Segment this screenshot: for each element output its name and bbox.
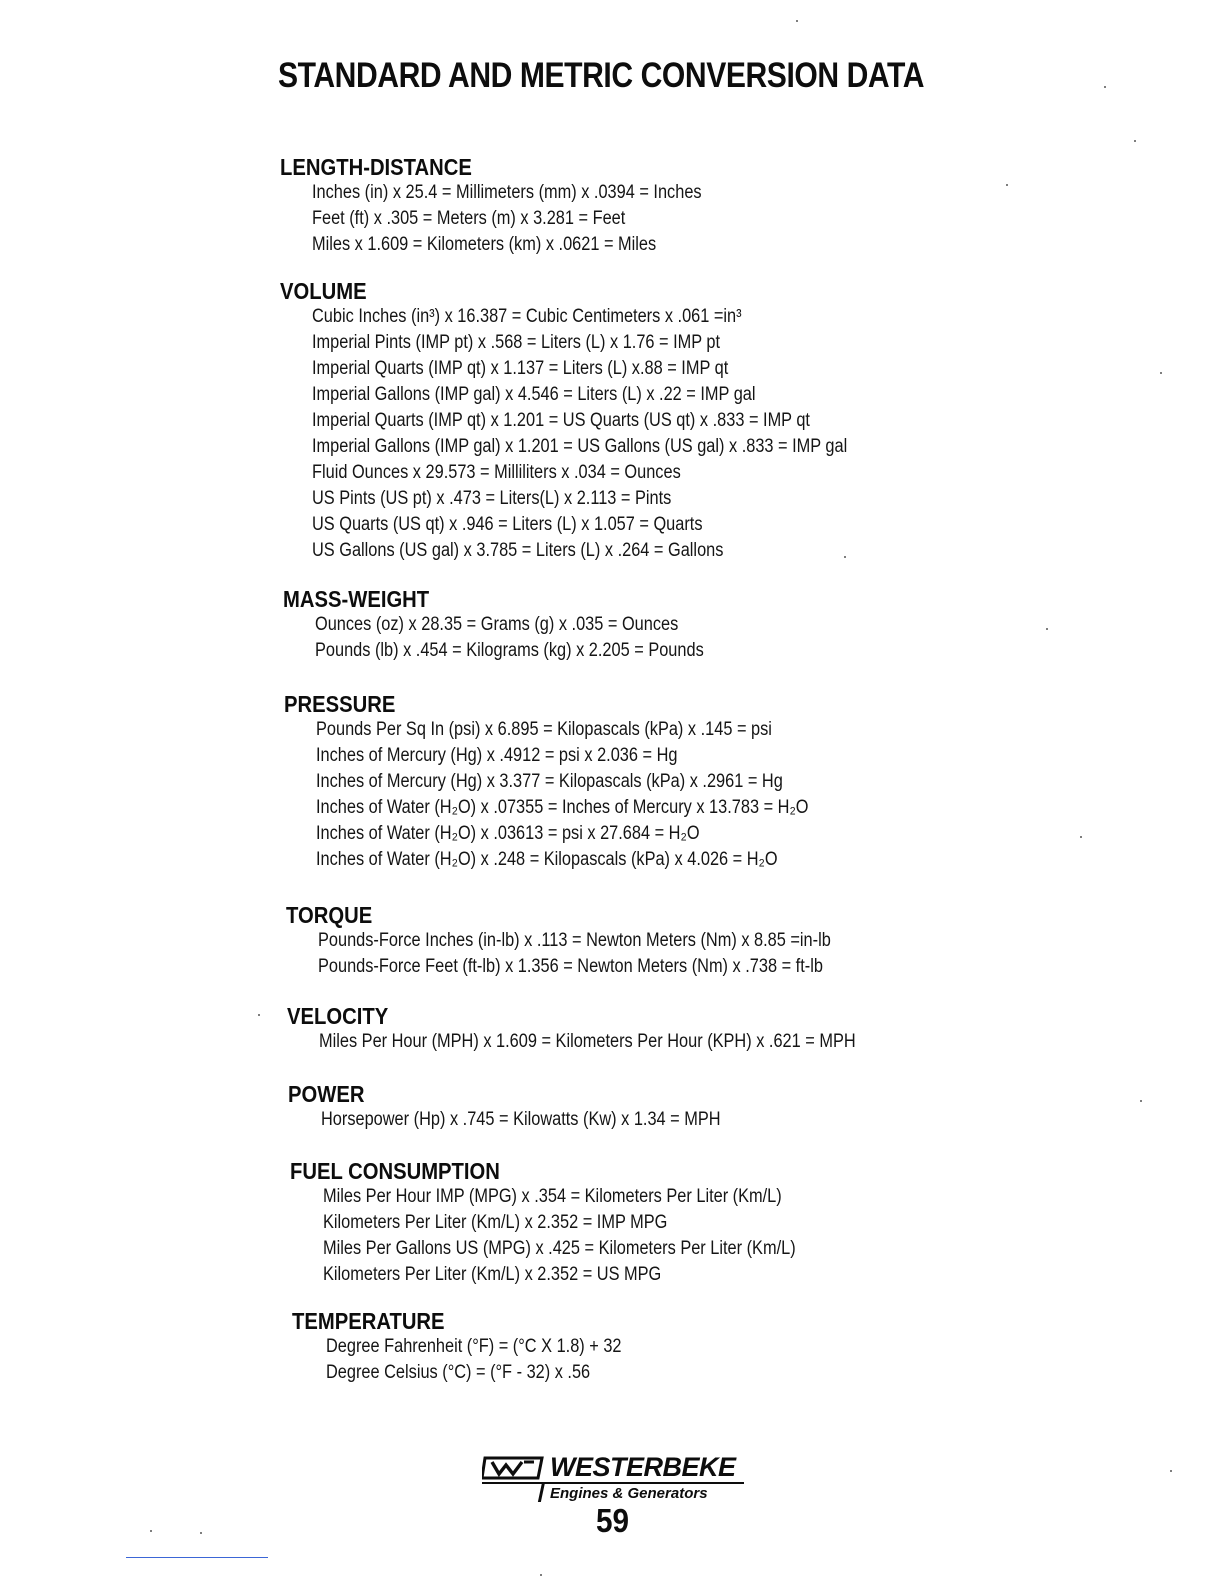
westerbeke-w-logo-icon <box>482 1454 546 1480</box>
conversion-list <box>312 304 934 564</box>
conversion-list <box>316 717 889 873</box>
scan-speck <box>1046 628 1048 630</box>
page-title: STANDARD AND METRIC CONVERSION DATA <box>278 56 925 95</box>
section-power <box>288 1081 786 1133</box>
conversion-line: Inches of Mercury (Hg) x 3.377 = Kilopascals (kPa) x .2961 = Hg <box>316 771 783 792</box>
conversion-line: US Quarts (US qt) x .946 = Liters (L) x 1.057 = Quarts <box>312 514 703 535</box>
conversion-line: Inches of Water (H₂O) x .03613 = psi x 27.684 = H₂O <box>316 823 700 844</box>
brand-tagline: Engines & Generators <box>550 1485 708 1502</box>
westerbeke-logo <box>482 1452 752 1504</box>
scan-speck <box>796 20 798 22</box>
conversion-list <box>318 928 914 980</box>
section-torque <box>286 902 914 980</box>
section-fuel-consumption <box>290 1158 873 1288</box>
scan-speck <box>200 1532 202 1534</box>
scan-speck <box>1170 1470 1172 1472</box>
conversion-list <box>326 1334 670 1386</box>
scan-speck <box>1104 86 1106 88</box>
scan-speck <box>1160 372 1162 374</box>
conversion-line: Inches (in) x 25.4 = Millimeters (mm) x .0394 = Inches <box>312 182 702 203</box>
conversion-line: US Pints (US pt) x .473 = Liters(L) x 2.113 = Pints <box>312 488 672 509</box>
conversion-line: Degree Fahrenheit (°F) = (°C X 1.8) + 32 <box>326 1336 622 1357</box>
section-velocity <box>287 1003 943 1055</box>
brand-name: WESTERBEKE <box>550 1452 736 1482</box>
section-temperature <box>292 1308 670 1386</box>
conversion-line: Ounces (oz) x 28.35 = Grams (g) x .035 = Ounces <box>315 614 679 635</box>
scan-speck <box>844 556 846 558</box>
section-heading: VELOCITY <box>287 1003 389 1029</box>
conversion-line: Imperial Quarts (IMP qt) x 1.201 = US Quarts (US qt) x .833 = IMP qt <box>312 410 810 431</box>
conversion-line: Pounds (lb) x .454 = Kilograms (kg) x 2.205 = Pounds <box>315 640 704 661</box>
conversion-line: Miles Per Hour (MPH) x 1.609 = Kilometers Per Hour (KPH) x .621 = MPH <box>319 1031 856 1052</box>
section-heading: TORQUE <box>286 902 373 928</box>
footer-link-underline <box>126 1557 268 1558</box>
section-heading: LENGTH-DISTANCE <box>280 154 472 180</box>
conversion-line: Imperial Gallons (IMP gal) x 4.546 = Liters (L) x .22 = IMP gal <box>312 384 756 405</box>
conversion-line: Miles Per Hour IMP (MPG) x .354 = Kilometers Per Liter (Km/L) <box>323 1186 782 1207</box>
conversion-line: US Gallons (US gal) x 3.785 = Liters (L) x .264 = Gallons <box>312 540 724 561</box>
conversion-list <box>312 180 765 258</box>
conversion-line: Imperial Quarts (IMP qt) x 1.137 = Liters (L) x.88 = IMP qt <box>312 358 729 379</box>
scan-speck <box>150 1530 152 1532</box>
conversion-line: Pounds-Force Inches (in-lb) x .113 = Newton Meters (Nm) x 8.85 =in-lb <box>318 930 831 951</box>
conversion-list <box>321 1107 786 1133</box>
conversion-list <box>319 1029 943 1055</box>
conversion-line: Inches of Water (H₂O) x .07355 = Inches of Mercury x 13.783 = H₂O <box>316 797 809 818</box>
conversion-line: Degree Celsius (°C) = (°F - 32) x .56 <box>326 1362 591 1383</box>
conversion-list <box>323 1184 873 1288</box>
logo-stem <box>538 1482 545 1502</box>
conversion-line: Feet (ft) x .305 = Meters (m) x 3.281 = Feet <box>312 208 626 229</box>
conversion-line: Pounds Per Sq In (psi) x 6.895 = Kilopascals (kPa) x .145 = psi <box>316 719 772 740</box>
scan-speck <box>1006 184 1008 186</box>
conversion-line: Pounds-Force Feet (ft-lb) x 1.356 = Newton Meters (Nm) x .738 = ft-lb <box>318 956 823 977</box>
section-length-distance <box>280 154 765 258</box>
conversion-line: Kilometers Per Liter (Km/L) x 2.352 = IMP MPG <box>323 1212 668 1233</box>
section-volume <box>280 278 934 564</box>
scan-speck <box>540 1574 542 1576</box>
conversion-line: Cubic Inches (in³) x 16.387 = Cubic Centimeters x .061 =in³ <box>312 306 742 327</box>
scan-speck <box>1134 140 1136 142</box>
conversion-line: Imperial Gallons (IMP gal) x 1.201 = US Gallons (US gal) x .833 = IMP gal <box>312 436 848 457</box>
scan-speck <box>1080 836 1082 838</box>
section-heading: POWER <box>288 1081 365 1107</box>
conversion-line: Fluid Ounces x 29.573 = Milliliters x .034 = Ounces <box>312 462 681 483</box>
conversion-line: Miles x 1.609 = Kilometers (km) x .0621 = Miles <box>312 234 657 255</box>
section-mass-weight <box>283 586 767 664</box>
conversion-line: Kilometers Per Liter (Km/L) x 2.352 = US MPG <box>323 1264 662 1285</box>
scan-speck <box>258 1014 260 1016</box>
section-heading: FUEL CONSUMPTION <box>290 1158 500 1184</box>
section-heading: PRESSURE <box>284 691 396 717</box>
conversion-line: Inches of Water (H₂O) x .248 = Kilopascals (kPa) x 4.026 = H₂O <box>316 849 778 870</box>
section-heading: MASS-WEIGHT <box>283 586 430 612</box>
conversion-line: Horsepower (Hp) x .745 = Kilowatts (Kw) x 1.34 = MPH <box>321 1109 721 1130</box>
conversion-line: Inches of Mercury (Hg) x .4912 = psi x 2.036 = Hg <box>316 745 678 766</box>
conversion-line: Miles Per Gallons US (MPG) x .425 = Kilometers Per Liter (Km/L) <box>323 1238 796 1259</box>
section-heading: VOLUME <box>280 278 367 304</box>
conversion-line: Imperial Pints (IMP pt) x .568 = Liters (L) x 1.76 = IMP pt <box>312 332 721 353</box>
section-pressure <box>284 691 889 873</box>
section-heading: TEMPERATURE <box>292 1308 445 1334</box>
conversion-list <box>315 612 767 664</box>
scan-speck <box>1140 1100 1142 1102</box>
page-number: 59 <box>596 1502 630 1539</box>
logo-underline <box>482 1482 744 1484</box>
